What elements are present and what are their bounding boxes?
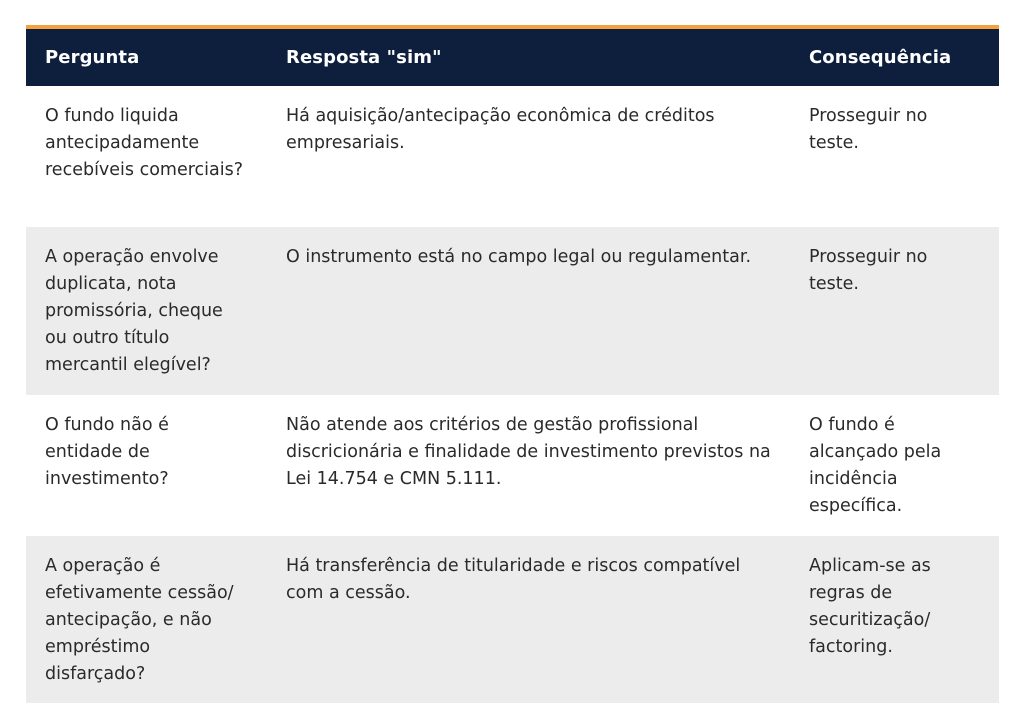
header-answer: Resposta "sim": [286, 47, 442, 68]
table-header-row: [26, 29, 999, 86]
cell-consequence: Aplicam-se as regras de securitização/ factoring.: [809, 556, 931, 657]
cell-consequence: Prosseguir no teste.: [809, 247, 928, 294]
cell-question: O fundo não é entidade de investimento?: [45, 415, 169, 489]
header-question: Pergunta: [45, 47, 140, 68]
table-row: [26, 86, 999, 227]
table-row: [26, 536, 999, 703]
table-row: [26, 395, 999, 536]
cell-question: O fundo liquida antecipadamente recebíveis comerciais?: [45, 106, 244, 180]
decision-table: [26, 29, 999, 703]
table-row: [26, 227, 999, 395]
cell-consequence: Prosseguir no teste.: [809, 106, 928, 153]
header-consequence: Consequência: [809, 47, 952, 68]
decision-table-container: [26, 25, 999, 703]
cell-answer: Há transferência de titularidade e riscos compatível com a cessão.: [286, 556, 741, 603]
cell-answer: O instrumento está no campo legal ou regulamentar.: [286, 247, 752, 267]
cell-question: A operação envolve duplicata, nota promissória, cheque ou outro título mercantil elegível?: [45, 247, 223, 375]
cell-answer: Há aquisição/antecipação econômica de créditos empresariais.: [286, 106, 715, 153]
cell-question: A operação é efetivamente cessão/ antecipação, e não empréstimo disfarçado?: [45, 556, 234, 684]
cell-answer: Não atende aos critérios de gestão profissional discricionária e finalidade de investimento previstos na Lei 14.754 e CMN 5.111.: [286, 415, 771, 489]
cell-consequence: O fundo é alcançado pela incidência específica.: [809, 415, 942, 516]
